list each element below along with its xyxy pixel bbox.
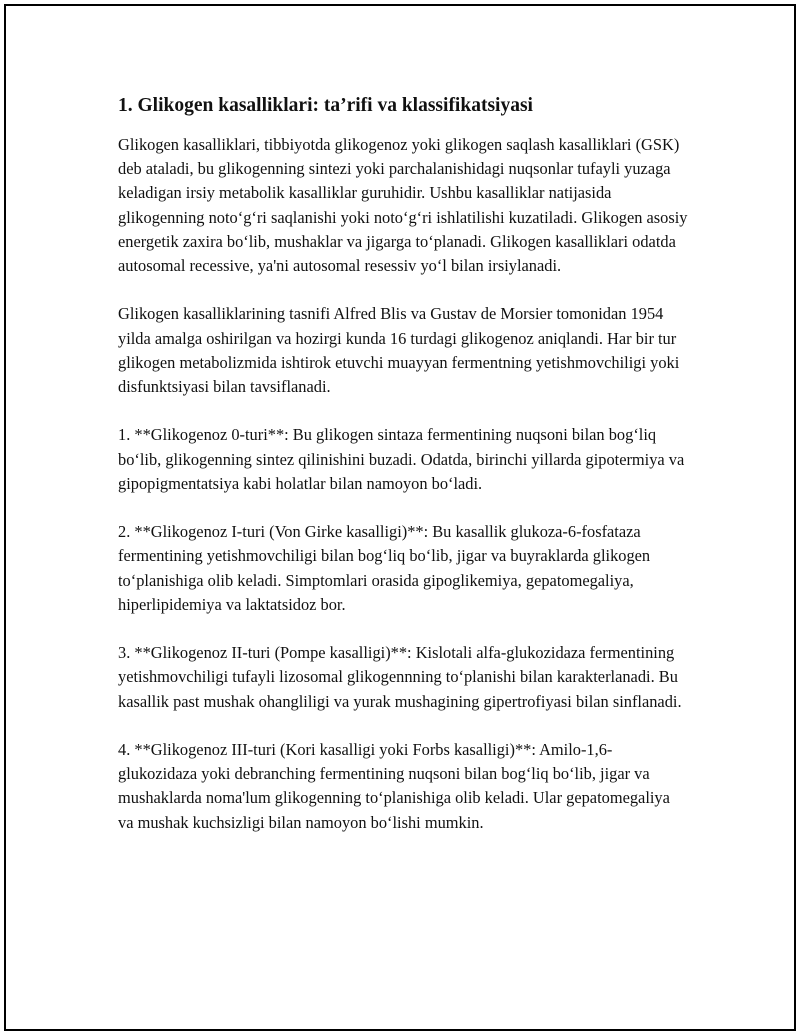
paragraph-definition: Glikogen kasalliklari, tibbiyotda glikogenoz yoki glikogen saqlash kasalliklari (GSK) deb ataladi, bu glikogenning sintezi yoki parchalanishidagi nuqsonlar tufayli yuzaga keladigan irsiy metabolik kasalliklar guruhidir. Ushbu kasalliklar natijasida glikogenning noto‘g‘ri saqlanishi yoki noto‘g‘ri ishlatilishi kuzatiladi. Glikogen asosiy energetik zaxira bo‘lib, mushaklar va jigarga to‘planadi. Glikogen kasalliklari odatda autosomal recessive, ya'ni autosomal resessiv yo‘l bilan irsiylanadi. [118,135,688,276]
paragraph-type-3: 4. **Glikogenoz III-turi (Kori kasalligi yoki Forbs kasalligi)**: Amilo-1,6-glukozidaza yoki debranching fermentining nuqsoni bilan bog‘liq bo‘lib, jigar va mushaklarda noma'lum glikogenning to‘planishiga olib keladi. Ular gepatomegaliya va mushak kuchsizligi bilan namoyon bo‘lishi mumkin. [118,740,670,832]
paragraph-classification: Glikogen kasalliklarining tasnifi Alfred Blis va Gustav de Morsier tomonidan 1954 yilda amalga oshirilgan va hozirgi kunda 16 turdagi glikogenoz aniqlandi. Har bir tur glikogen metabolizmida ishtirok etuvchi muayyan fermentning yetishmovchiligi yoki disfunktsiyasi bilan tavsiflanadi. [118,304,680,397]
document-body [118,92,688,859]
paragraph-type-0: 1. **Glikogenoz 0-turi**: Bu glikogen sintaza fermentining nuqsoni bilan bog‘liq bo‘lib, glikogenning sintez qilinishini buzadi. Odatda, birinchi yillarda gipotermiya va gipopigmentatsiya kabi holatlar bilan namoyon bo‘ladi. [118,425,685,493]
section-heading: 1. Glikogen kasalliklari: ta’rifi va klassifikatsiyasi [118,95,533,116]
paragraph-type-2: 3. **Glikogenoz II-turi (Pompe kasalligi)**: Kislotali alfa-glukozidaza fermentining yetishmovchiligi tufayli lizosomal glikogennning to‘planishi bilan karakterlanadi. Bu kasallik past mushak ohangliligi va yurak mushagining gipertrofiyasi bilan sinflanadi. [118,643,682,711]
paragraph-type-1: 2. **Glikogenoz I-turi (Von Girke kasalligi)**: Bu kasallik glukoza-6-fosfataza fermentining yetishmovchiligi bilan bog‘liq bo‘lib, jigar va buyraklarda glikogen to‘planishiga olib keladi. Simptomlari orasida gipoglikemiya, gepatomegaliya, hiperlipidemiya va laktatsidoz bor. [118,522,651,614]
